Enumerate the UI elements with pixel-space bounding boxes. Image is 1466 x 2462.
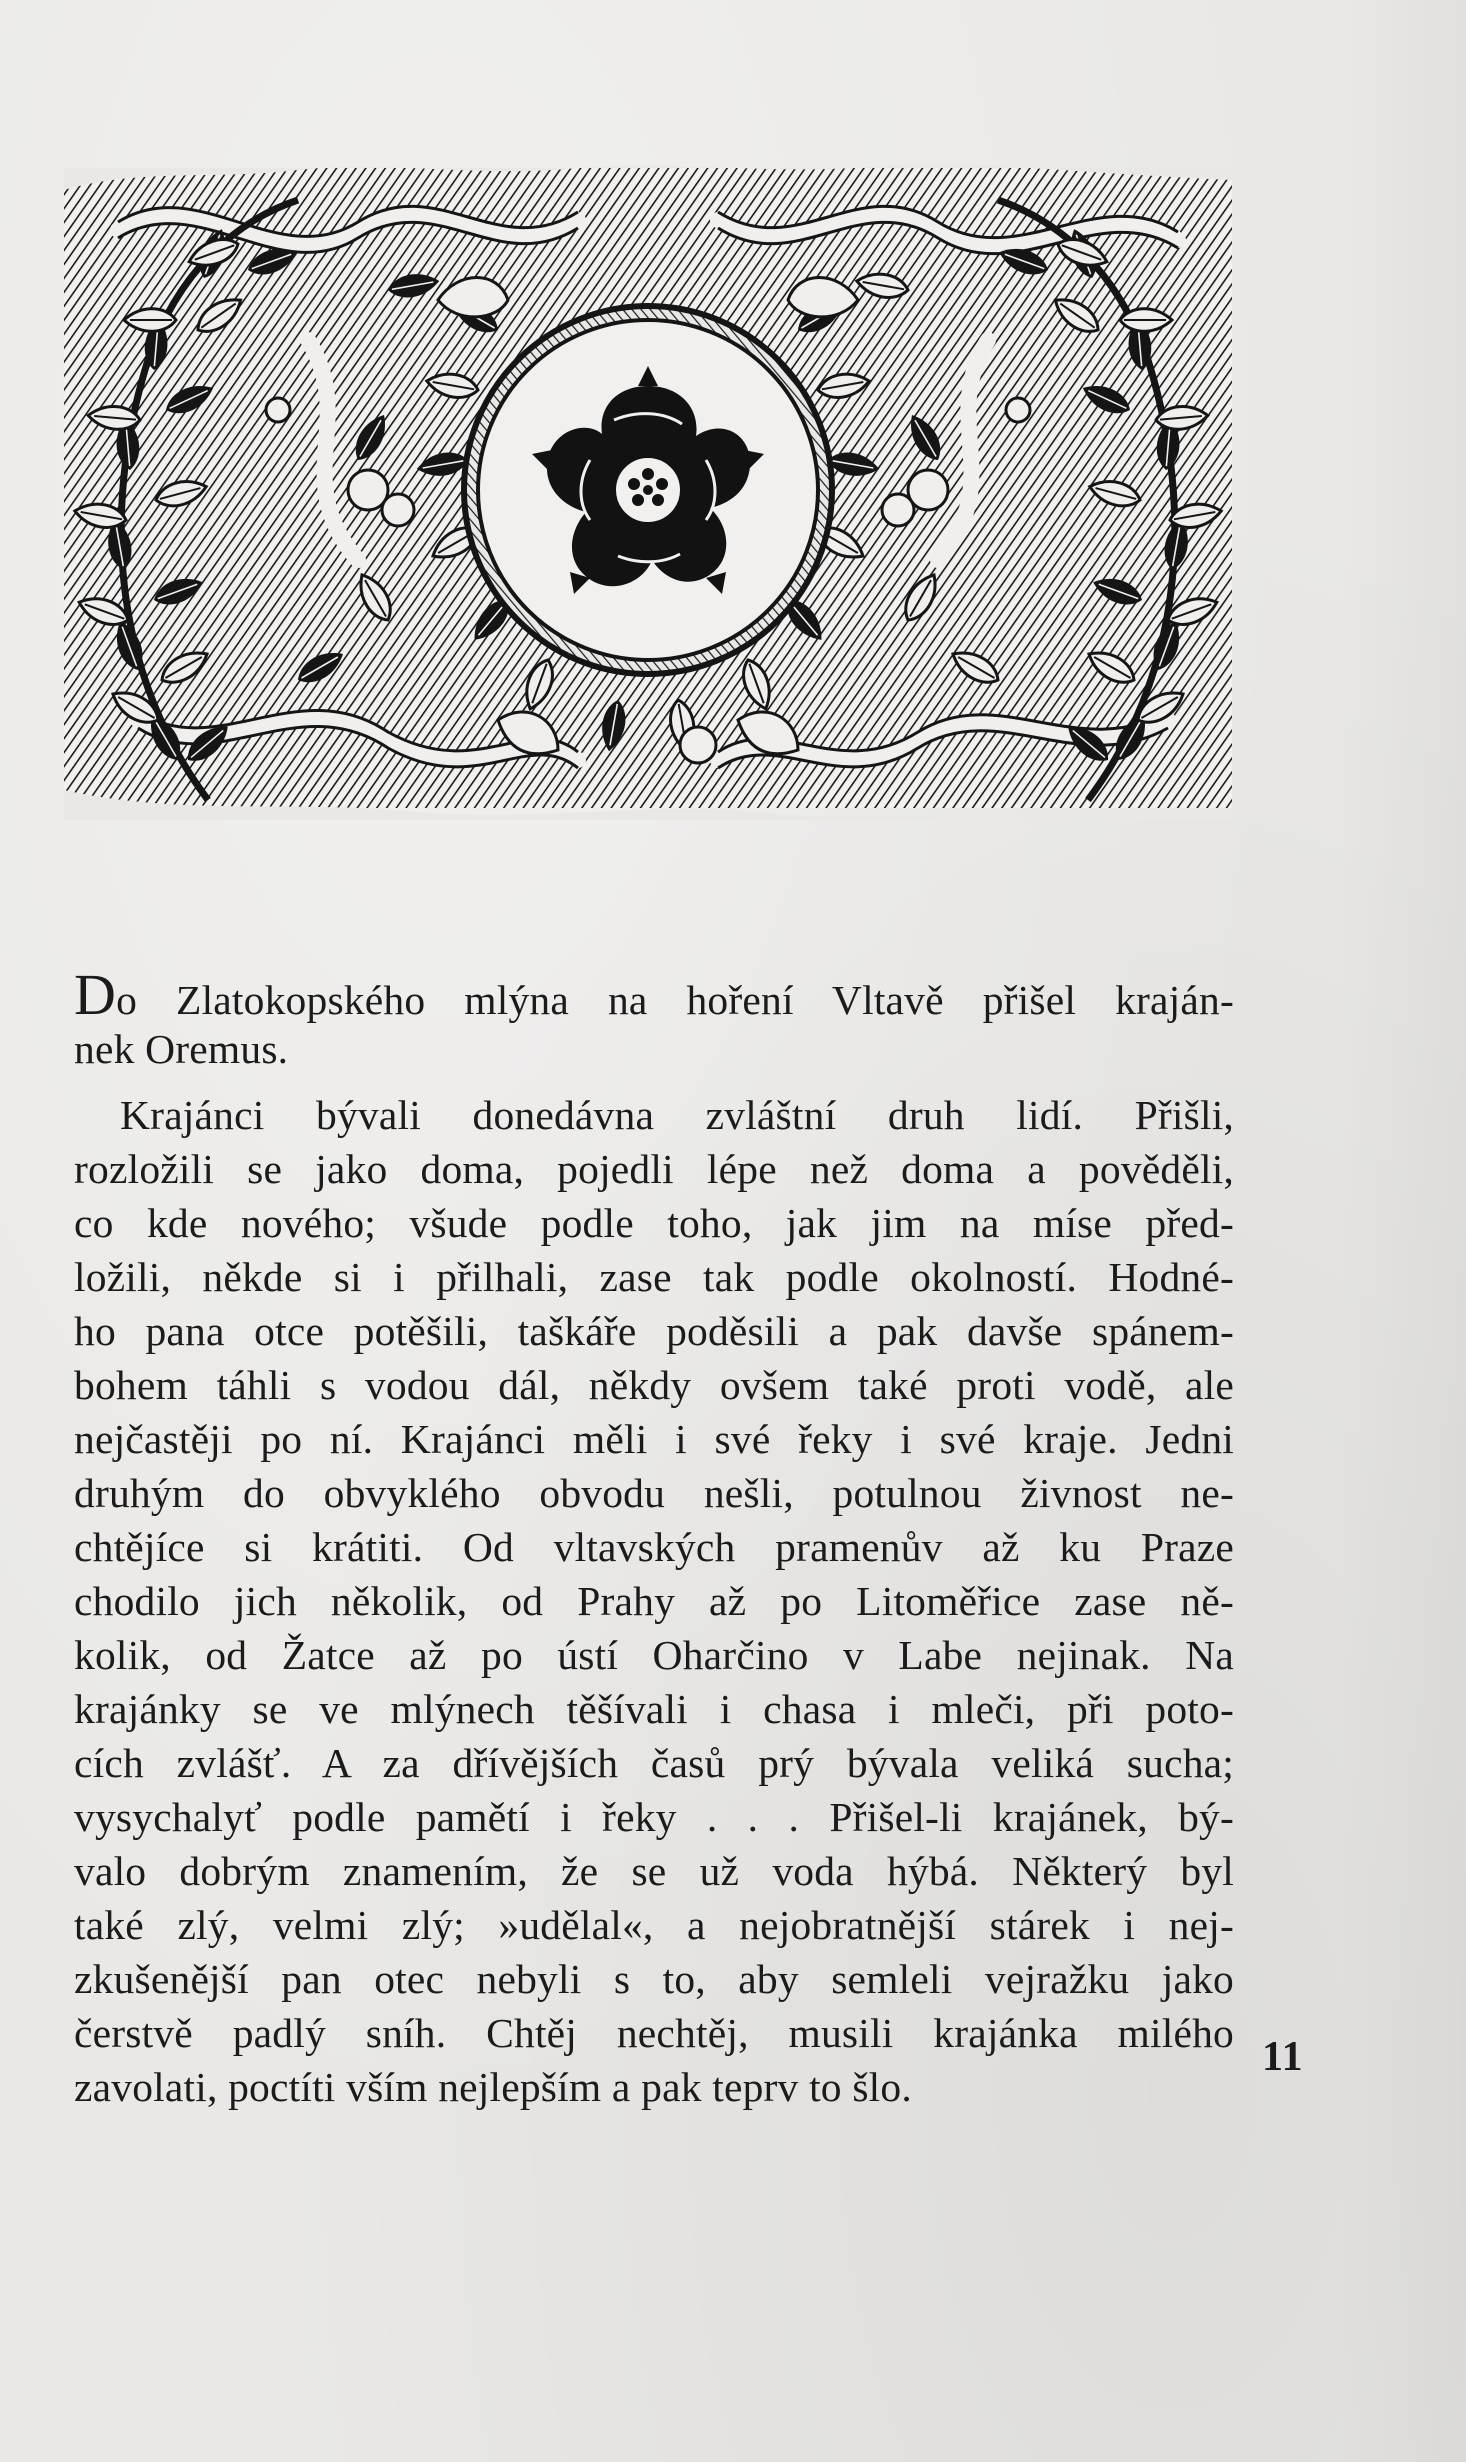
paragraph-gap bbox=[74, 1076, 1234, 1088]
text-line: chodilo jich několik, od Prahy až po Litoměřice zase ně- bbox=[74, 1578, 1234, 1624]
text-line: nek Oremus. bbox=[74, 1026, 289, 1072]
wreath-ornament-icon bbox=[58, 160, 1238, 820]
page-shading bbox=[1336, 0, 1466, 2462]
text-line: nejčastěji po ní. Krajánci měli i své řeky i své kraje. Jedni bbox=[74, 1416, 1234, 1462]
text-line: Krajánci bývali donedávna zvláštní druh lidí. Přišli, bbox=[120, 1092, 1234, 1138]
first-line-text: o Zlatokopského mlýna na hoření Vltavě přišel kraján- bbox=[116, 977, 1234, 1023]
text-line: čerstvě padlý sníh. Chtěj nechtěj, musili krajánka milého bbox=[74, 2010, 1234, 2056]
text-line: zavolati, poctíti vším nejlepším a pak teprv to šlo. bbox=[74, 2064, 912, 2110]
text-line: také zlý, velmi zlý; »udělal«, a nejobratnější stárek i nej- bbox=[74, 1902, 1234, 1948]
page-number: 11 bbox=[1262, 2034, 1304, 2080]
text-line: co kde nového; všude podle toho, jak jim na míse před- bbox=[74, 1200, 1234, 1246]
text-line: ho pana otce potěšili, taškáře poděsili a pak davše spánem- bbox=[74, 1308, 1234, 1354]
text-line: kolik, od Žatce až po ústí Oharčino v Labe nejinak. Na bbox=[74, 1632, 1234, 1678]
text-line: bohem táhli s vodou dál, někdy ovšem také proti vodě, ale bbox=[74, 1362, 1234, 1408]
text-line: druhým do obvyklého obvodu nešli, potulnou živnost ne- bbox=[74, 1470, 1234, 1516]
text-line: chtějíce si krátiti. Od vltavských pramenův až ku Praze bbox=[74, 1524, 1234, 1570]
text-line: vysychalyť podle pamětí i řeky . . . Přišel-li krajánek, bý- bbox=[74, 1794, 1234, 1840]
text-line: rozložili se jako doma, pojedli lépe než doma a pověděli, bbox=[74, 1146, 1234, 1192]
text-line: ložili, někde si i přilhali, zase tak podle okolností. Hodné- bbox=[74, 1254, 1234, 1300]
text-line: krajánky se ve mlýnech těšívali i chasa i mleči, při poto- bbox=[74, 1686, 1234, 1732]
text-line-first bbox=[74, 962, 1234, 1027]
drop-cap: D bbox=[74, 962, 117, 1027]
body-text bbox=[74, 962, 1234, 2114]
text-line: cích zvlášť. A za dřívějších časů prý bývala veliká sucha; bbox=[74, 1740, 1234, 1786]
text-line: zkušenější pan otec nebyli s to, aby semleli vejražku jako bbox=[74, 1956, 1234, 2002]
text-line: valo dobrým znamením, že se už voda hýbá. Některý byl bbox=[74, 1848, 1234, 1894]
